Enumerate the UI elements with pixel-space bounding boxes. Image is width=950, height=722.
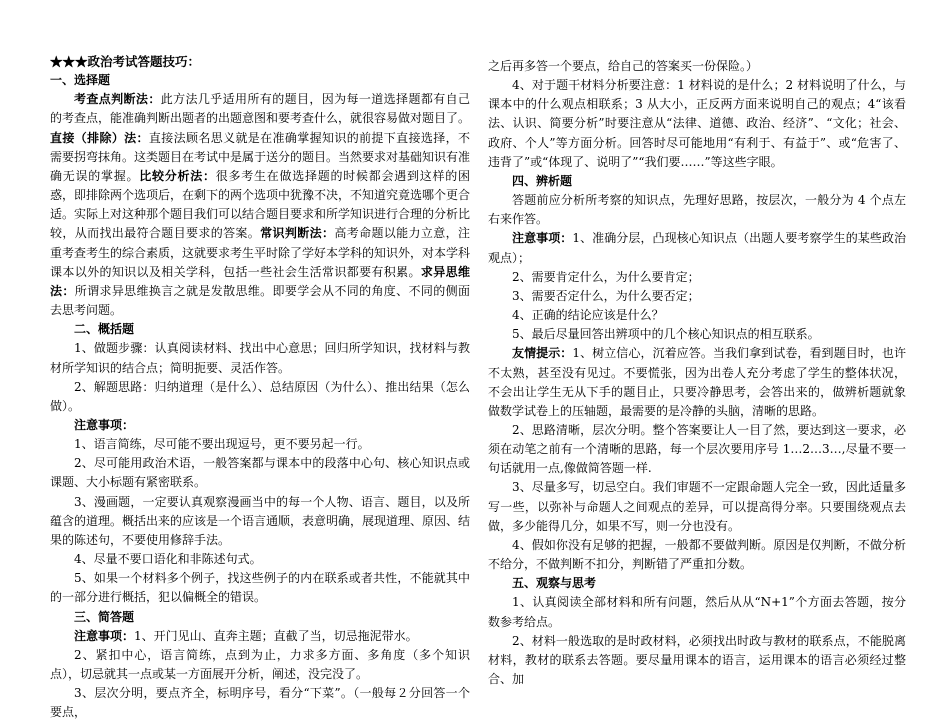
section-heading (488, 574, 906, 593)
paragraph-text: 答题前应分析所考察的知识点，先理好思路，按层次，一般分为 4 个点左右来作答。 (488, 193, 906, 227)
paragraph-text: 4、对于题干材料分析要注意：1 材料说的是什么；2 材料说明了什么，与课本中的什么观点相联系；3 从大小，正反两方面来说明自己的观点；4“该看法、认识、简要分析”时要注意从“法律、道德、政治、经济”、“文化；社会、政府、个人”等方面分析。回答时尽可能地用“有利于、有益于”、或“危害了、违背了”或“体现了、说明了”“我们要……”等这些字眼。 (488, 78, 906, 169)
paragraph-text: 1、做题步骤：认真阅读材料、找出中心意思；回归所学知识，找材料与教材所学知识的结合点；简明扼要、灵活作答。 (50, 341, 470, 375)
document-title (50, 52, 470, 71)
bold-label: 常识判断法： (260, 226, 335, 241)
paragraph-text: ★★★政治考试答题技巧： (50, 54, 201, 69)
paragraph-text: 1、开门见山、直奔主题；直截了当，切忌拖泥带水。 (134, 628, 418, 643)
paragraph-text: 3、漫画题，一定要认真观察漫画当中的每一个人物、语言、题目，以及所蕴含的道理。概括出来的应该是一个语言通顺，表意明确，展现道理、原因、结果的陈述句，不要使用修辞手法。 (50, 494, 471, 547)
paragraph-text: 1、认真阅读全部材料和所有问题，然后从从“N+1”个方面去答题，按分数参考给点。 (488, 595, 906, 629)
paragraph-text: 四、辨析题 (512, 173, 573, 188)
paragraph (50, 90, 470, 320)
paragraph (488, 421, 906, 478)
paragraph-text: 高考命题以能力立意，注重考查考生的综合素质，这就要求考生平时除了学好本学科的知识外，对本学科课本以外的知识以及相关学科，包括一些社会生活常识都要有积累。 (50, 226, 471, 279)
paragraph-text: 一、选择题 (50, 73, 111, 88)
paragraph (50, 550, 470, 569)
paragraph-text: 4、尽量不要口语化和非陈述句式。 (74, 552, 262, 567)
paragraph-text: 1、树立信心，沉着应答。当我们拿到试卷，看到题目时，也许不太熟，甚至没有见过。不要慌张，因为出卷人充分考虑了学生的整体状况，不会出让学生无从下手的题目止，只要冷静思考，会答出来的，做辨析题就象做数学试卷上的压轴题，最需要的是冷静的头脑，清晰的思路。 (488, 346, 906, 418)
paragraph (50, 684, 470, 722)
paragraph (50, 646, 470, 684)
paragraph (488, 191, 906, 229)
paragraph (488, 268, 906, 287)
section-heading (50, 320, 470, 339)
left-column (50, 52, 470, 722)
paragraph-text: 直接法顾名思义就是在准确掌握知识的前提下直接选择，不需要拐弯抹角。这类题目在考试中是属于送分的题目。当然要求对基础知识有准确无误的掌握。 (50, 130, 471, 183)
bold-label: 注意事项： (74, 628, 135, 643)
section-heading (50, 71, 470, 90)
paragraph (488, 325, 906, 344)
bold-label: 求异思维法： (50, 264, 470, 298)
paragraph-text: 5、最后尽量回答出辨项中的几个核心知识点的相互联系。 (512, 327, 820, 342)
paragraph-text: 2、解题思路：归纳道理（是什么）、总结原因（为什么）、推出结果（怎么做）。 (50, 379, 470, 413)
section-heading (488, 172, 906, 191)
bold-label: 友情提示： (512, 346, 573, 361)
bold-label: 直接（排除）法： (50, 130, 149, 145)
paragraph-text: 4、正确的结论应该是什么？ (512, 308, 664, 323)
paragraph-text: 1、准确分层，凸现核心知识点（出题人要考察学生的某些政治观点）； (488, 231, 906, 265)
paragraph (50, 378, 470, 416)
paragraph-text: 2、材料一般选取的是时政材料，必须找出时政与教材的联系点，不能脱离材料，教材的联系去答题。要尽量用课本的语言，运用课本的语言必须经过整合、加 (488, 633, 906, 686)
paragraph (488, 536, 906, 574)
paragraph (50, 627, 470, 646)
paragraph-text: 五、观察与思考 (512, 576, 597, 591)
bold-label: 注意事项： (512, 231, 573, 246)
paragraph-text: 之后再多答一个要点，给自己的答案买一份保险。） (488, 59, 759, 73)
paragraph-text: 3、层次分明，要点齐全，标明序号，看分“下菜”。（一般每２分回答一个要点， (50, 686, 470, 720)
paragraph-text: 2、思路清晰，层次分明。整个答案要让人一目了然，要达到这一要求，必须在动笔之前有一个清晰的思路，每一个层次要用序号 1…2…3…,尽量不要一句话就用一点,像做简答题一样. (488, 422, 906, 476)
paragraph (488, 478, 906, 535)
paragraph (50, 339, 470, 377)
paragraph (488, 306, 906, 325)
paragraph (488, 76, 906, 172)
paragraph-text: 2、紧扣中心，语言简练，点到为止，力求多方面、多角度（多个知识点），切忌就其一点或某一方面展开分析，阐述，没完没了。 (50, 647, 470, 681)
paragraph-text: 三、简答题 (74, 609, 135, 624)
paragraph-text: 所谓求异思维换言之就是发散思维。即要学会从不同的角度、不同的侧面去思考问题。 (50, 283, 470, 318)
section-heading (50, 416, 470, 435)
paragraph (50, 454, 470, 492)
paragraph (488, 229, 906, 267)
paragraph (488, 632, 906, 689)
paragraph-text: 注意事项： (74, 417, 135, 432)
right-column (488, 57, 906, 689)
paragraph (488, 287, 906, 306)
paragraph-text: 很多考生在做选择题的时候都会遇到这样的困惑，即排除两个选项后，在剩下的两个选项中犹豫不决，不知道究竟选哪个更合适。实际上对这种那个题目我们可以结合题目要求和所学知识进行合理的分析比较，从而找出最符合题目要求的答案。 (50, 168, 471, 241)
paragraph-text: 4、假如你没有足够的把握，一般都不要做判断。原因是仅判断，不做分析不给分，不做判断不扣分，判断错了严重扣分数。 (488, 537, 906, 572)
paragraph-text: 3、需要否定什么，为什么要否定； (512, 288, 700, 303)
paragraph-text: 2、需要肯定什么，为什么要肯定； (512, 269, 700, 284)
paragraph (50, 435, 470, 454)
paragraph (488, 344, 906, 421)
paragraph-text: 5、如果一个材料多个例子，找这些例子的内在联系或者共性，不能就其中的一部分进行概括，犯以偏概全的错误。 (50, 571, 470, 605)
paragraph-text: 3、尽量多写，切忌空白。我们审题不一定跟命题人完全一致，因此适量多写一些，以弥补与命题人之间观点的差异，可以提高得分率。只要围绕观点去做，多少能得几分，如果不写，则一分也没有。 (488, 480, 906, 533)
section-heading (50, 608, 470, 627)
paragraph-text: 1、语言简练，尽可能不要出现逗号，更不要另起一行。 (74, 437, 370, 452)
paragraph-text: 二、概括题 (74, 322, 135, 337)
paragraph (50, 493, 470, 550)
paragraph-text: 此方法几乎适用所有的题目，因为每一道选择题都有自己的考查点，能准确判断出题者的出题意图和要考查什么，就很容易做对题目了。 (50, 92, 471, 126)
bold-label: 考查点判断法： (74, 92, 161, 107)
paragraph (488, 593, 906, 631)
bold-label: 比较分析法： (139, 168, 216, 183)
paragraph-continuation (488, 57, 906, 76)
paragraph (50, 569, 470, 607)
paragraph-text: 2、尽可能用政治术语，一般答案都与课本中的段落中心句、核心知识点或课题、大小标题有紧密联系。 (50, 456, 470, 490)
